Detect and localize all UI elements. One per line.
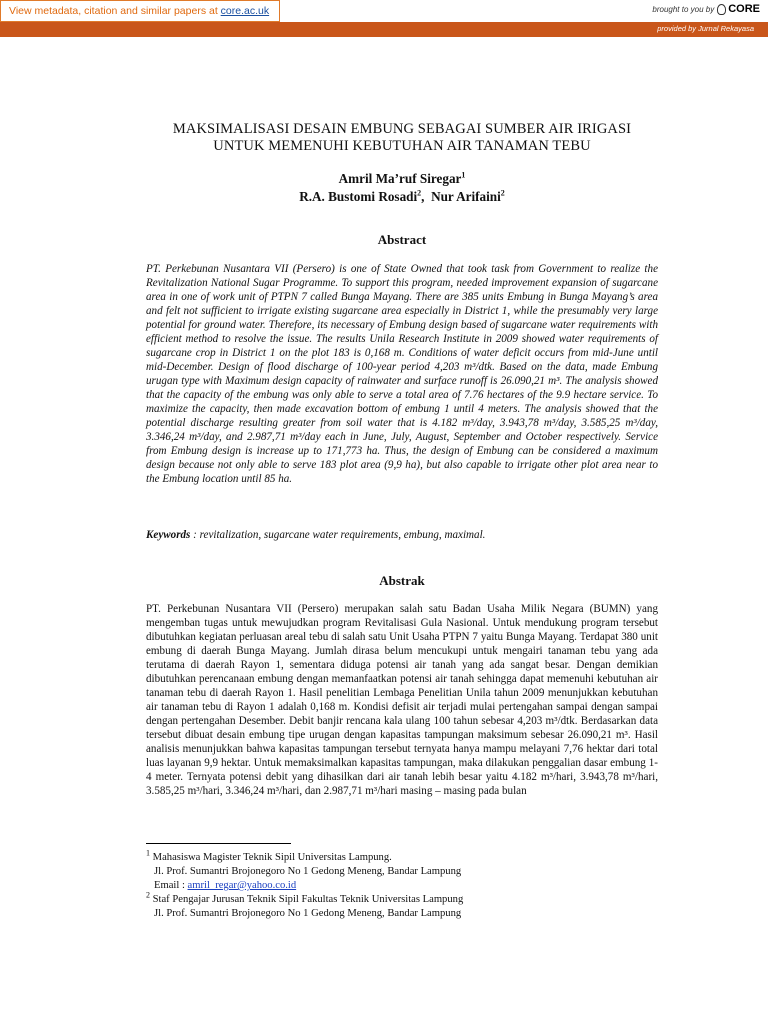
footnote-2 — [146, 890, 616, 907]
email-label: Email : — [154, 880, 188, 891]
abstrak-text: PT. Perkebunan Nusantara VII (Persero) merupakan salah satu Badan Usaha Milik Negara (BUMN) yang mengemban tugas untuk mewujudkan program Revitalisasi Gula Nasional. Untuk mendukung program tersebut dibutuhkan kegiatan perluasan areal tebu di salah satu Unit Usaha PTPN 7 yaitu Bunga Mayang. Terdapat 380 unit embung di daerah Bunga Mayang. Jumlah dirasa belum mencukupi untuk mengairi tanaman tebu yang ada terutama di daerah Rayon 1, sementara diduga potensi air tanah yang ada sangat besar. Dengan demikian dibutuhkan perencanaan embung dengan memanfaatkan potensi air tanah sehingga dapat memenuhi kebutuhan air tanaman tebu di daerah Rayon 1. Hasil penelitian Lembaga Penelitian Unila tahun 2009 menunjukkan kebutuhan air tanaman tebu di Rayon 1 adalah 0,168 m. Kondisi defisit air terjadi mulai pertengahan sampai dengan sampai dengan pertengahan Desember. Debit banjir rencana kala ulang 100 tahun sebesar 4,203 m³/dtk. Berdasarkan data tersebut dibuat desain embung tipe urugan dengan kapasitas tampungan maksimum sebesar 26.090,21 m³. Hasil analisis menunjukkan bahwa kapasitas tampungan tersebut ternyata hanya mampu melayani 7,76 hektar dari total luas layanan 9,9 hektar. Untuk memaksimalkan kapasitas tampungan, maka dilakukan penggalian dasar embung 1-4 meter. Ternyata potensi debit yang dihasilkan dari air tanah lebih besar yaitu 4.182 m³/hari, 3.943,78 m³/hari, 3.585,25 m³/hari, 3.346,24 m³/hari, dan 2.987,71 m³/hari masing – masing pada bulan — [146, 603, 658, 797]
abstract-heading: Abstract — [377, 232, 427, 247]
author-name: Amril Ma’ruf Siregar — [338, 171, 462, 186]
footnote-mark: 1 — [146, 848, 150, 858]
title-line-1: MAKSIMALISASI DESAIN EMBUNG SEBAGAI SUMBER AIR IRIGASI — [172, 121, 632, 137]
core-logo[interactable] — [717, 3, 760, 15]
abstract-text: PT. Perkebunan Nusantara VII (Persero) is one of State Owned that took task from Government to realize the Revitalization National Sugar Programme. To support this program, needed improvement expansion of sugarcane area in one of work unit of PTPN 7 called Bunga Mayang. There are 385 units Embung in Bunga Mayang’s area and felt not sufficient to irrigate existing sugarcane area especially in District 1, while the presumably very large potential for ground water. Therefore, its necessary of Embung design based of sugarcane water requirements with efficient method to resolve the issue. The results Unila Research Institute in 2009 showed water requirements of sugarcane crop in District 1 on the plot 183 is 0,168 m. Conditions of water deficit occurs from mid-June until mid-December. Design of flood discharge of 100-year period 4,203 m³/dtk. Based on the data, made Embung urugan type with Maximum design capacity of rainwater and surface runoff is 26.090,21 m³. The analysis showed that the capacity of the embung was only able to serve a total area of 7.76 hectares of the 9.9 hectare service. To maximize the capacity, then made excavation bottom of embung 1 until 4 meters. The analysis showed that the potential discharge resulting greater from soil water that is 4.182 m³/day, 3.943,78 m³/day, 3.585,25 m³/day, 3.346,24 m³/day, and 2.987,71 m³/day each in June, July, August, September and October respectively. Service from Embung design is increase up to 171,773 ha. Thus, the design of Embung can be considered a maximum design because not only able to serve 183 plot area (9,9 ha), but also capable to irrigate other plot area near to the Embung location until 85 ha. — [146, 263, 658, 485]
footnote-divider — [146, 843, 291, 844]
provided-by-bar — [0, 22, 768, 37]
core-header-bar — [0, 0, 768, 23]
author-name: Nur Arifaini — [431, 189, 501, 204]
footnote-1 — [146, 848, 616, 865]
author-block — [146, 170, 658, 206]
footnote-address: Jl. Prof. Sumantri Brojonegoro No 1 Gedong Meneng, Bandar Lampung — [154, 908, 462, 919]
paper-title — [146, 121, 658, 155]
footnote-email-line — [146, 879, 616, 893]
keywords-label: Keywords — [146, 529, 191, 541]
keywords-text: : revitalization, sugarcane water requirements, embung, maximal. — [190, 529, 486, 541]
core-branding[interactable] — [652, 3, 760, 15]
abstrak-heading: Abstrak — [379, 573, 425, 588]
brought-by-text: brought to you by — [652, 4, 715, 14]
core-logo-text: CORE — [728, 3, 760, 15]
footnotes — [146, 848, 616, 921]
author-name: R.A. Bustomi Rosadi — [299, 189, 418, 204]
core-link[interactable]: core.ac.uk — [220, 5, 270, 17]
affiliation-mark: 1 — [461, 170, 466, 180]
author-separator: , — [421, 189, 432, 204]
footnote-text: Staf Pengajar Jurusan Teknik Sipil Fakultas Teknik Universitas Lampung — [150, 894, 464, 905]
core-link-prefix: View metadata, citation and similar papers at — [9, 5, 221, 17]
email-link[interactable]: amril_regar@yahoo.co.id — [187, 880, 297, 891]
title-line-2: UNTUK MEMENUHI KEBUTUHAN AIR TANAMAN TEBU — [213, 138, 591, 154]
footnote-text: Mahasiswa Magister Teknik Sipil Universitas Lampung. — [150, 852, 392, 863]
core-metadata-link-box[interactable] — [0, 0, 280, 22]
footnote-mark: 2 — [146, 890, 150, 900]
keywords-line — [146, 529, 658, 541]
author-line-2 — [146, 188, 658, 206]
author-line-1 — [146, 170, 658, 188]
affiliation-mark: 2 — [500, 188, 505, 198]
core-logo-icon — [717, 4, 726, 15]
footnote-address: Jl. Prof. Sumantri Brojonegoro No 1 Gedong Meneng, Bandar Lampung — [154, 866, 462, 877]
affiliation-mark: 2 — [417, 188, 422, 198]
provided-by-text[interactable]: provided by Jurnal Rekayasa — [657, 24, 754, 33]
